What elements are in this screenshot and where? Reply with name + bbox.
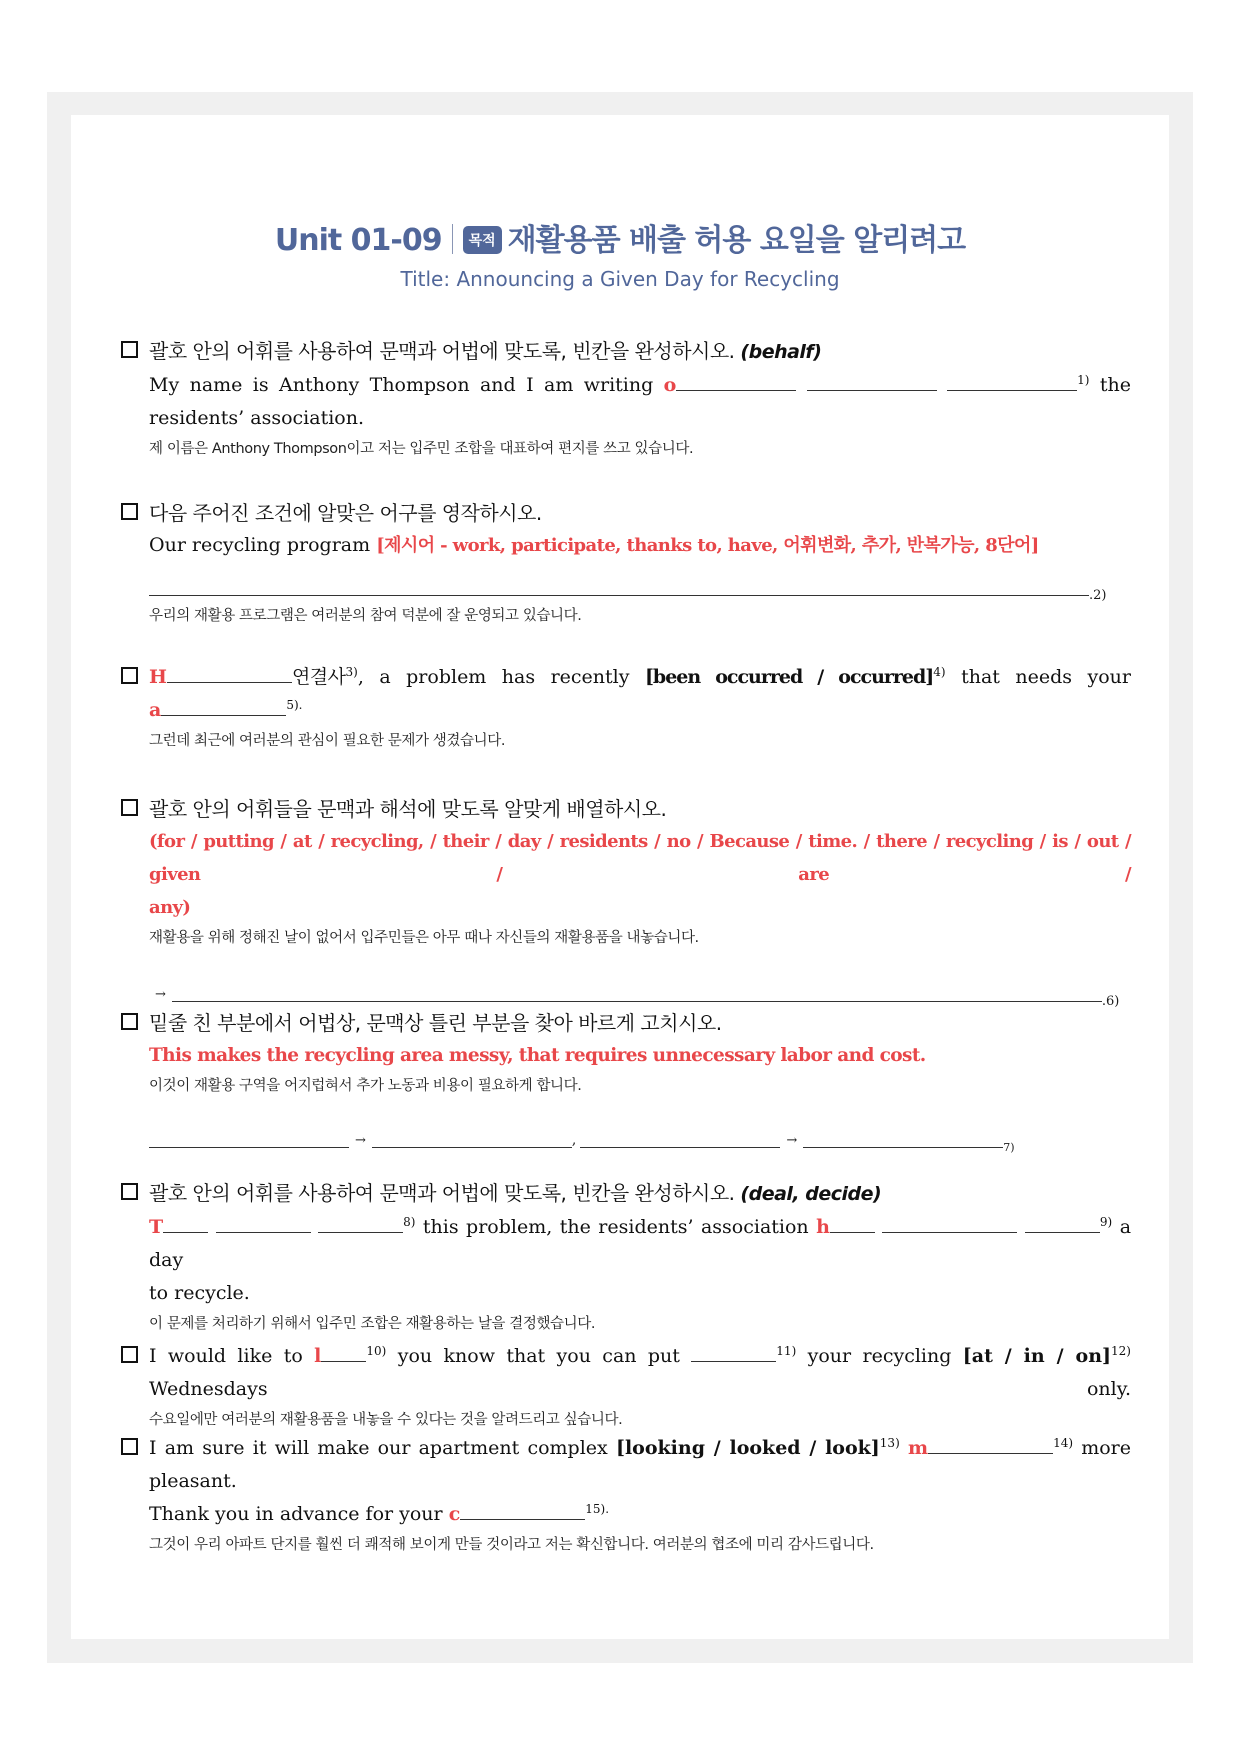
word-list: (for / putting / at / recycling, / their / day / residents / no / Because / time. / there / recycling / is / out / given / are / (149, 831, 1131, 885)
sentence: Our recycling program [제시어 - work, participate, thanks to, have, 어휘변화, 추가, 반복가능, 8단어] (149, 534, 1039, 556)
sentence-line2: to recycle. (149, 1282, 250, 1304)
translation: 우리의 재활용 프로그램은 여러분의 참여 덕분에 잘 운영되고 있습니다. (149, 608, 582, 624)
choice-bracket[interactable]: [looking / looked / look] (615, 1437, 880, 1459)
blank-input[interactable] (460, 1501, 585, 1520)
question-1 (121, 335, 1131, 463)
answer-input[interactable] (149, 577, 1089, 596)
question-8 (121, 1432, 1131, 1559)
blank-input[interactable] (928, 1435, 1053, 1454)
correction-row: → , → 7) (149, 1118, 1131, 1148)
correction-input[interactable] (803, 1129, 1003, 1148)
correction-input[interactable] (372, 1129, 572, 1148)
blank-input[interactable] (318, 1214, 403, 1233)
arrow-icon: → (786, 1133, 798, 1148)
translation: 수요일에만 여러분의 재활용품을 내놓을 수 있다는 것을 알려드리고 싶습니다. (149, 1412, 623, 1428)
blank-input[interactable] (830, 1214, 875, 1233)
translation: 이 문제를 처리하기 위해서 입주민 조합은 재활용하는 날을 결정했습니다. (149, 1316, 596, 1332)
instruction: 밑줄 친 부분에서 어법상, 문맥상 틀린 부분을 찾아 바르게 고치시오. (149, 1011, 722, 1035)
checkbox-icon[interactable] (121, 503, 138, 520)
sentence: I would like to l $^{10)}$ you know that you can put $^{11)}$ your recycling [at / in / on]$^{12)}$ Wednesdays only. (149, 1344, 1131, 1400)
purpose-badge: 목적 (463, 226, 502, 254)
sentence-line2: residents’ association. (149, 407, 365, 429)
word-list-line2: any) (149, 897, 191, 918)
instruction: 괄호 안의 어휘를 사용하여 문맥과 어법에 맞도록, 빈칸을 완성하시오. (deal, decide) (149, 1181, 882, 1205)
checkbox-icon[interactable] (121, 1346, 138, 1363)
blank-input[interactable] (691, 1343, 776, 1362)
choice-bracket[interactable]: [at / in / on] (962, 1345, 1112, 1367)
question-4 (121, 793, 1131, 1009)
question-5 (121, 1007, 1131, 1154)
blank-input[interactable] (1025, 1214, 1100, 1233)
arrow-icon: → (155, 987, 166, 1002)
sentence: T $^{8)}$ this problem, the residents’ association h $^{9)}$ a day (149, 1215, 1132, 1271)
wrong-part-input[interactable] (149, 1129, 349, 1148)
error-sentence: This makes the recycling area messy, that requires unnecessary labor and cost. (149, 1045, 926, 1066)
unit-label: Unit 01-09 (274, 223, 442, 258)
page-subtitle: Title: Announcing a Given Day for Recycling (400, 267, 840, 291)
instruction: 괄호 안의 어휘를 사용하여 문맥과 어법에 맞도록, 빈칸을 완성하시오. (behalf) (149, 339, 822, 363)
checkbox-icon[interactable] (121, 341, 138, 358)
question-3 (121, 661, 1131, 755)
question-7 (121, 1340, 1131, 1434)
blank-input[interactable] (163, 1214, 208, 1233)
blank-input[interactable] (216, 1214, 311, 1233)
question-6 (121, 1177, 1131, 1338)
question-2 (121, 497, 1131, 630)
blank-input[interactable] (321, 1343, 366, 1362)
translation: 제 이름은 Anthony Thompson이고 저는 입주민 조합을 대표하여 편지를 쓰고 있습니다. (149, 441, 694, 457)
answer-row: .2) (149, 562, 1131, 596)
checkbox-icon[interactable] (121, 1438, 138, 1455)
blank-input[interactable] (882, 1214, 1017, 1233)
answer-input[interactable] (172, 983, 1102, 1002)
sentence-line2: Thank you in advance for your c $^{15).}$ (149, 1502, 610, 1525)
checkbox-icon[interactable] (121, 667, 138, 684)
choice-bracket[interactable]: [been occurred / occurred] (644, 666, 934, 688)
blank-input[interactable] (807, 372, 937, 391)
sentence: H 연결사$^{3)}$, a problem has recently [been occurred / occurred]$^{4)}$ that needs your (149, 665, 1131, 688)
arrow-icon: → (355, 1133, 366, 1148)
wrong-part-input[interactable] (580, 1129, 780, 1148)
checkbox-icon[interactable] (121, 1183, 138, 1200)
page-title (71, 215, 1169, 259)
blank-input[interactable] (947, 372, 1077, 391)
translation: 그것이 우리 아파트 단지를 훨씬 더 쾌적해 보이게 만들 것이라고 저는 확신합니다. 여러분의 협조에 미리 감사드립니다. (149, 1537, 874, 1553)
instruction: 괄호 안의 어휘들을 문맥과 해석에 맞도록 알맞게 배열하시오. (149, 797, 667, 821)
sentence: My name is Anthony Thompson and I am writing o $^{1)}$ the (149, 373, 1131, 396)
blank-input[interactable] (161, 697, 286, 716)
sentence-line2: a $^{5).}$ (149, 698, 303, 721)
blank-input[interactable] (167, 664, 292, 683)
translation: 재활용을 위해 정해진 날이 없어서 입주민들은 아무 때나 자신들의 재활용품을 내놓습니다. (149, 930, 699, 946)
worksheet (71, 115, 1169, 1639)
checkbox-icon[interactable] (121, 1013, 138, 1030)
title-divider (452, 224, 453, 254)
answer-row: → .6) (149, 972, 1131, 1002)
instruction: 다음 주어진 조건에 알맞은 어구를 영작하시오. (149, 501, 542, 525)
sentence: I am sure it will make our apartment complex [looking / looked / look]$^{13)}$ m $^{14)}$ more pleasant. (149, 1436, 1132, 1492)
translation: 이것이 재활용 구역을 어지럽혀서 추가 노동과 비용이 필요하게 합니다. (149, 1078, 582, 1094)
title-korean: 재활용품 배출 허용 요일을 알리려고 (507, 223, 966, 258)
blank-input[interactable] (676, 372, 796, 391)
checkbox-icon[interactable] (121, 799, 138, 816)
translation: 그런데 최근에 여러분의 관심이 필요한 문제가 생겼습니다. (149, 733, 506, 749)
